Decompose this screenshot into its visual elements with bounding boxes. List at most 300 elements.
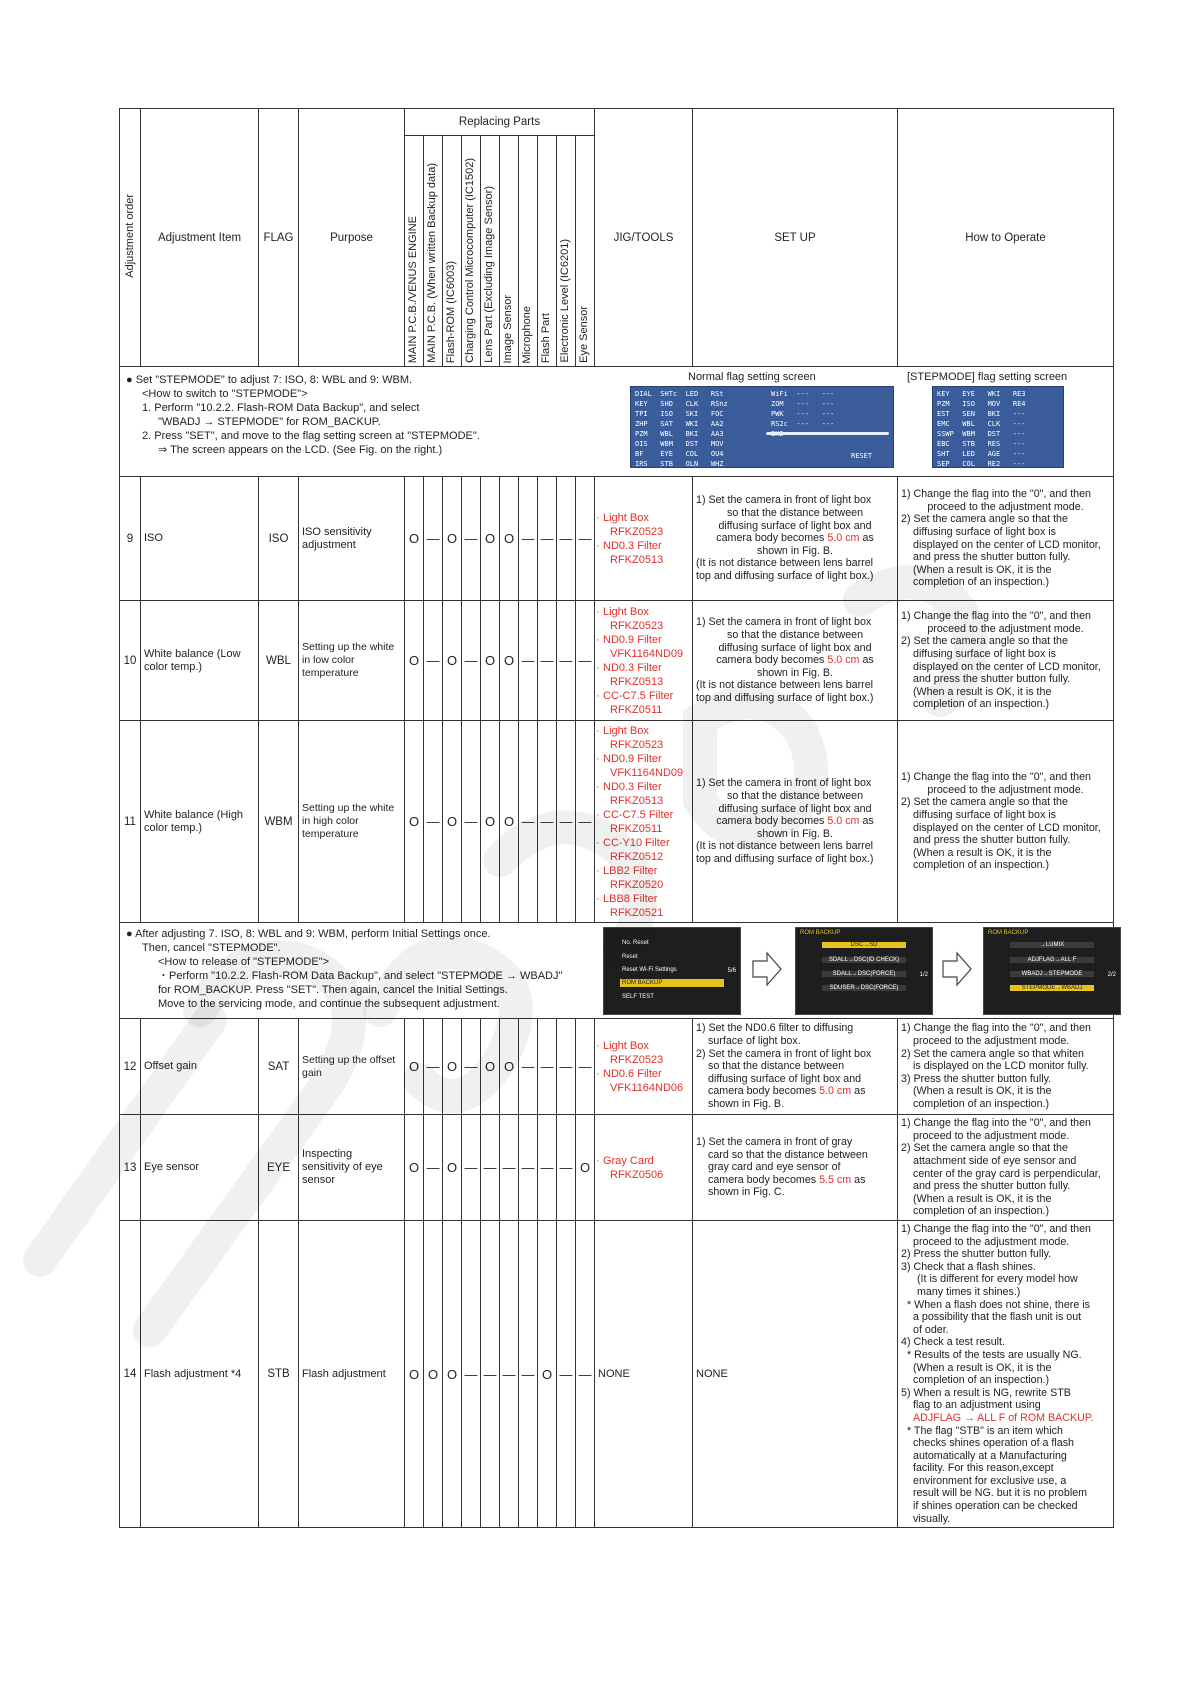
operate-line: completion of an inspection.) xyxy=(913,859,1050,872)
row-order: 12 xyxy=(120,1019,141,1115)
jig-item-name: · Light Box xyxy=(603,1039,690,1053)
part-mark: — xyxy=(519,477,538,601)
jig-item-name: · Gray Card xyxy=(603,1154,690,1168)
note-line: ● Set "STEPMODE" to adjust 7: ISO, 8: WBL and 9: WBM. xyxy=(126,374,413,386)
setup-line: (It is not distance between lens barrel xyxy=(696,557,874,570)
operate-line: 2) Set the camera angle so that the xyxy=(901,635,1068,648)
operate-line: result will be NG. but it is no problem xyxy=(913,1487,1088,1500)
setup-line: top and diffusing surface of light box.) xyxy=(696,691,874,704)
operate-line: center of the gray card is perpendicular, xyxy=(913,1167,1101,1180)
part-mark: O xyxy=(481,1019,500,1115)
part-mark: O xyxy=(481,721,500,923)
operate-line: 1) Change the flag into the "0", and then xyxy=(901,1022,1092,1035)
operate-line: completion of an inspection.) xyxy=(913,698,1050,711)
setup-line: camera body becomes 5.5 cm as xyxy=(708,1173,866,1186)
operate-line: checks shines operation of a flash xyxy=(913,1437,1075,1450)
operate-line: automatically at a Manufacturing xyxy=(913,1449,1067,1462)
part-mark: — xyxy=(538,477,557,601)
part-mark: — xyxy=(557,1019,576,1115)
menu-item: SDALL→DSC(FORCE) xyxy=(822,971,906,977)
normal-flag-list-2: WiFi --- --- ZOM --- --- PWK --- --- RS2c --- --- xyxy=(771,390,835,428)
setup-line: shown in Fig. B. xyxy=(708,1097,785,1110)
part-mark: O xyxy=(481,477,500,601)
operate-line: 5) When a result is NG, rewrite STB xyxy=(901,1386,1071,1399)
jig-item-code: RFKZ0511 xyxy=(610,822,663,835)
part-mark: O xyxy=(443,1019,462,1115)
jig-item-name: · Light Box xyxy=(603,724,690,738)
part-electronic-level: Electronic Level (IC6201) xyxy=(557,136,576,367)
part-mark: — xyxy=(576,477,595,601)
operate-line: diffusing surface of light box is xyxy=(913,808,1056,821)
row-item: Flash adjustment *4 xyxy=(141,1221,259,1528)
setup-line: so that the distance between xyxy=(726,507,864,520)
release-note xyxy=(120,923,1114,1019)
jig-none: NONE xyxy=(595,1221,693,1528)
setup-line: camera body becomes 5.0 cm as xyxy=(716,654,874,667)
part-mark: — xyxy=(519,601,538,721)
part-mark: — xyxy=(557,1221,576,1528)
operate-line: proceed to the adjustment mode. xyxy=(913,1235,1070,1248)
part-mark: — xyxy=(424,1115,443,1221)
setup-line: shown in Fig. B. xyxy=(756,544,834,557)
setup-line: gray card and eye sensor of xyxy=(708,1161,841,1174)
part-mark: — xyxy=(462,1019,481,1115)
row-flag: STB xyxy=(259,1221,299,1528)
jig-item-code: RFKZ0521 xyxy=(610,906,664,919)
operate-line: a possibility that the flash unit is out xyxy=(913,1311,1082,1324)
setup-line: 2) Set the camera in front of light box xyxy=(696,1047,872,1060)
menu-item-selected: DSC→SD xyxy=(822,942,906,948)
operate-line: 2) Set the camera angle so that the xyxy=(901,796,1068,809)
setup-steps xyxy=(693,721,898,923)
stepmode-flag-screen xyxy=(932,386,1064,468)
operate-line: visually. xyxy=(913,1512,951,1525)
setup-none: NONE xyxy=(693,1221,898,1528)
part-mark: — xyxy=(576,601,595,721)
jig-item-code: RFKZ0513 xyxy=(610,553,664,566)
jig-item-name: · CC-C7.5 Filter xyxy=(603,689,690,703)
setup-line: top and diffusing surface of light box.) xyxy=(696,569,874,582)
setup-line: so that the distance between xyxy=(726,790,864,803)
jig-item-code: VFK1164ND09 xyxy=(610,766,684,779)
jig-item-code: RFKZ0523 xyxy=(610,619,664,632)
part-mark: — xyxy=(462,721,481,923)
operate-line: 1) Change the flag into the "0", and then xyxy=(901,771,1092,784)
operate-line: completion of an inspection.) xyxy=(913,576,1050,589)
menu-screen-1 xyxy=(603,927,741,1015)
part-eye-sensor: Eye Sensor xyxy=(576,136,595,367)
operate-line: 4) Check a test result. xyxy=(901,1336,1005,1349)
row-order: 9 xyxy=(120,477,141,601)
setup-line: camera body becomes 5.0 cm as xyxy=(716,815,874,828)
reset-label: RESET xyxy=(851,452,873,460)
screen-divider xyxy=(766,432,889,435)
setup-steps xyxy=(693,1019,898,1115)
stepmode-note-text xyxy=(120,367,652,463)
jig-item-code: RFKZ0523 xyxy=(610,1053,664,1066)
part-mark: O xyxy=(443,721,462,923)
operate-steps xyxy=(898,477,1114,601)
operate-line: ADJFLAG → ALL F of ROM BACKUP. xyxy=(913,1411,1094,1424)
setup-line: camera body becomes 5.0 cm as xyxy=(716,532,874,545)
release-note-text xyxy=(120,923,662,1017)
jig-item-code: RFKZ0506 xyxy=(610,1168,664,1181)
part-flash-rom: Flash-ROM (IC6003) xyxy=(443,136,462,367)
setup-line: top and diffusing surface of light box.) xyxy=(696,852,874,865)
menu-item: SDALL→DSC(ID CHECK) xyxy=(822,957,906,963)
row-purpose: ISO sensitivity adjustment xyxy=(299,477,405,601)
part-mark: O xyxy=(424,1221,443,1528)
part-mark: — xyxy=(538,1115,557,1221)
jig-item-code: RFKZ0513 xyxy=(610,794,664,807)
part-mark: O xyxy=(405,1019,424,1115)
operate-line: (It is different for every model how xyxy=(917,1273,1078,1286)
operate-line: 2) Set the camera angle so that the xyxy=(901,513,1068,526)
stepmode-screen-caption: [STEPMODE] flag setting screen xyxy=(907,371,1068,383)
operate-line: displayed on the center of LCD monitor, xyxy=(913,821,1101,834)
operate-line: 1) Change the flag into the "0", and then xyxy=(901,488,1092,501)
operate-line: * Results of the tests are usually NG. xyxy=(907,1348,1082,1361)
jig-item-name: · ND0.3 Filter xyxy=(603,661,690,675)
operate-line: and press the shutter button fully. xyxy=(913,1180,1071,1193)
jig-item-name: · CC-C7.5 Filter xyxy=(603,808,690,822)
row-purpose: Inspecting sensitivity of eye sensor xyxy=(299,1115,405,1221)
setup-line: so that the distance between xyxy=(726,629,864,642)
note-line: <How to release of "STEPMODE"> xyxy=(158,956,330,968)
menu-item: SDUSER→DSC(FORCE) xyxy=(822,985,906,991)
menu-item: No. Reset xyxy=(622,940,649,946)
note-line: ・Perform "10.2.2. Flash-ROM Data Backup", and select "STEPMODE → WBADJ" xyxy=(158,970,563,982)
row-item: ISO xyxy=(141,477,259,601)
adjustment-table xyxy=(119,108,1114,1528)
operate-line: and press the shutter button fully. xyxy=(913,673,1071,686)
part-mark: O xyxy=(405,477,424,601)
row-purpose: Setting up the white in low color temperature xyxy=(299,601,405,721)
setup-line: surface of light box. xyxy=(708,1035,801,1048)
normal-flag-list: DIAL SHTc LED RSt KEY SHD CLK RSnz TPI ISO SKI FOC ZHP SAT WKI AA2 PZM WBL BKI AA3 OIS WBM DST MOV BF EYE COL OU4 IRS STB OLN WHZ xyxy=(635,390,728,468)
part-mark: O xyxy=(443,1221,462,1528)
operate-line: of oder. xyxy=(913,1323,949,1336)
part-mark: — xyxy=(424,601,443,721)
operate-line: completion of an inspection.) xyxy=(913,1097,1050,1110)
note-line: "WBADJ → STEPMODE" for ROM_BACKUP. xyxy=(158,416,381,428)
operate-line: completion of an inspection.) xyxy=(913,1205,1050,1218)
setup-line: shown in Fig. B. xyxy=(756,827,834,840)
operate-line: environment for exclusive use, a xyxy=(913,1474,1067,1487)
note-line: ⇒ The screen appears on the LCD. (See Fig. on the right.) xyxy=(158,444,443,456)
jig-item-name: · LBB2 Filter xyxy=(603,864,690,878)
page-indicator: 1/2 xyxy=(919,972,928,978)
operate-line: diffusing surface of light box is xyxy=(913,647,1056,660)
part-mark: O xyxy=(538,1221,557,1528)
part-mark: O xyxy=(500,601,519,721)
setup-steps xyxy=(693,601,898,721)
part-mark: — xyxy=(519,1221,538,1528)
header-jig-tools: JIG/TOOLS xyxy=(595,109,693,367)
operate-line: proceed to the adjustment mode. xyxy=(913,1035,1070,1048)
part-mark: — xyxy=(424,1019,443,1115)
jig-item-code: RFKZ0523 xyxy=(610,738,664,751)
jig-item-code: RFKZ0512 xyxy=(610,850,664,863)
menu-item: →LUMIX xyxy=(1010,942,1094,948)
row-item: White balance (High color temp.) xyxy=(141,721,259,923)
note-line: for ROM_BACKUP. Press "SET". Then again, cancel the Initial Settings. xyxy=(158,984,508,996)
row-order: 13 xyxy=(120,1115,141,1221)
operate-line: diffusing surface of light box is xyxy=(913,525,1056,538)
setup-line: 1) Set the ND0.6 filter to diffusing xyxy=(696,1022,854,1035)
menu-screen-2 xyxy=(795,927,933,1015)
page-indicator: 2/2 xyxy=(1107,972,1116,978)
row-order: 10 xyxy=(120,601,141,721)
operate-line: (When a result is OK, it is the xyxy=(913,1192,1052,1205)
table-row xyxy=(120,1115,1114,1221)
part-mark: — xyxy=(462,1221,481,1528)
setup-line: 1) Set the camera in front of light box xyxy=(696,494,872,507)
menu-item: SELF TEST xyxy=(622,994,654,1000)
row-order: 11 xyxy=(120,721,141,923)
operate-steps xyxy=(898,1221,1114,1528)
note-line: 1. Perform "10.2.2. Flash-ROM Data Backup", and select xyxy=(142,402,420,414)
header-set-up: SET UP xyxy=(693,109,898,367)
part-main-pcb: MAIN P.C.B./VENUS ENGINE xyxy=(405,136,424,367)
part-mark: — xyxy=(538,601,557,721)
jig-item-name: · ND0.9 Filter xyxy=(603,633,690,647)
row-item: White balance (Low color temp.) xyxy=(141,601,259,721)
part-mark: — xyxy=(576,1221,595,1528)
note-line: 2. Press "SET", and move to the flag setting screen at "STEPMODE". xyxy=(142,430,480,442)
header-purpose: Purpose xyxy=(299,109,405,367)
header-adjustment-item: Adjustment Item xyxy=(141,109,259,367)
setup-steps xyxy=(693,477,898,601)
setup-line: (It is not distance between lens barrel xyxy=(696,679,874,692)
operate-line: (When a result is OK, it is the xyxy=(913,1361,1052,1374)
part-mark: O xyxy=(500,477,519,601)
part-mark: O xyxy=(405,721,424,923)
part-mark: — xyxy=(462,477,481,601)
setup-line: shown in Fig. B. xyxy=(756,666,834,679)
note-line: Then, cancel "STEPMODE". xyxy=(142,942,281,954)
part-mark: — xyxy=(424,477,443,601)
part-mark: — xyxy=(481,1221,500,1528)
table-row xyxy=(120,1019,1114,1115)
jig-item-name: · LBB8 Filter xyxy=(603,892,690,906)
operate-line: completion of an inspection.) xyxy=(913,1374,1050,1387)
operate-line: proceed to the adjustment mode. xyxy=(927,500,1084,513)
note-line: ● After adjusting 7. ISO, 8: WBL and 9: WBM, perform Initial Settings once. xyxy=(126,928,491,940)
part-mark: O xyxy=(443,601,462,721)
menu-title: ROM BACKUP xyxy=(800,930,841,936)
part-mark: O xyxy=(405,1221,424,1528)
operate-line: displayed on the center of LCD monitor, xyxy=(913,660,1101,673)
normal-screen-caption: Normal flag setting screen xyxy=(688,371,816,383)
operate-steps xyxy=(898,1115,1114,1221)
part-mark: O xyxy=(443,1115,462,1221)
row-flag: WBM xyxy=(259,721,299,923)
operate-line: 2) Press the shutter button fully. xyxy=(901,1248,1052,1261)
row-purpose: Flash adjustment xyxy=(299,1221,405,1528)
part-flash: Flash Part xyxy=(538,136,557,367)
setup-line: so that the distance between xyxy=(708,1060,845,1073)
header-adjustment-order: Adjustment order xyxy=(120,109,141,367)
part-mark: — xyxy=(557,477,576,601)
row-purpose: Setting up the offset gain xyxy=(299,1019,405,1115)
operate-line: * When a flash does not shine, there is xyxy=(907,1298,1090,1311)
operate-line: displayed on the center of LCD monitor, xyxy=(913,538,1101,551)
jig-item-name: · ND0.3 Filter xyxy=(603,780,690,794)
menu-screen-3 xyxy=(983,927,1121,1015)
setup-line: 1) Set the camera in front of light box xyxy=(696,616,872,629)
operate-line: flag to an adjustment using xyxy=(913,1399,1041,1412)
part-mark: — xyxy=(538,721,557,923)
operate-line: * The flag "STB" is an item which xyxy=(907,1424,1063,1437)
row-item: Eye sensor xyxy=(141,1115,259,1221)
setup-line: 1) Set the camera in front of gray xyxy=(696,1136,853,1149)
part-mark: — xyxy=(500,1221,519,1528)
setup-line: camera body becomes 5.0 cm as xyxy=(708,1085,866,1098)
operate-steps xyxy=(898,1019,1114,1115)
operate-line: 1) Change the flag into the "0", and then xyxy=(901,1117,1092,1130)
arrow-right-icon xyxy=(751,951,783,987)
part-mark: — xyxy=(557,1115,576,1221)
menu-item: Reset Wi-Fi Settings xyxy=(622,967,677,973)
part-mark: — xyxy=(576,721,595,923)
part-mark: — xyxy=(519,1115,538,1221)
menu-item-selected: STEPMODE→WBADJ xyxy=(1010,985,1094,991)
operate-line: proceed to the adjustment mode. xyxy=(913,1129,1070,1142)
menu-item: Reset xyxy=(622,954,638,960)
setup-line: diffusing surface of light box and xyxy=(718,519,872,532)
operate-line: 3) Check that a flash shines. xyxy=(901,1260,1036,1273)
stepmode-flag-list: KEY EYE WKI RE3 PZM ISO MOV RE4 EST SEN BKI --- EMC WBL CLK --- SSWP WBM DST --- EBC STB RES --- SHT LED AGE --- SEP COL RE2 --- xyxy=(937,390,1026,468)
jig-item-code: RFKZ0523 xyxy=(610,525,664,538)
table-row xyxy=(120,601,1114,721)
operate-line: (When a result is OK, it is the xyxy=(913,685,1052,698)
part-mark: O xyxy=(576,1115,595,1221)
jig-item-name: · CC-Y10 Filter xyxy=(603,836,690,850)
table-row xyxy=(120,477,1114,601)
part-mark: — xyxy=(500,1115,519,1221)
setup-line: card so that the distance between xyxy=(708,1148,868,1161)
row-flag: EYE xyxy=(259,1115,299,1221)
setup-line: diffusing surface of light box and xyxy=(718,641,872,654)
jig-item-name: · Light Box xyxy=(603,605,690,619)
part-mark: O xyxy=(405,1115,424,1221)
note-line: <How to switch to "STEPMODE"> xyxy=(142,388,308,400)
row-flag: WBL xyxy=(259,601,299,721)
part-charging-control: Charging Control Microcomputer (IC1502) xyxy=(462,136,481,367)
menu-item: ADJFLAG→ALL F xyxy=(1010,957,1094,963)
row-flag: SAT xyxy=(259,1019,299,1115)
jig-item-name: · ND0.6 Filter xyxy=(603,1067,690,1081)
operate-line: and press the shutter button fully. xyxy=(913,834,1071,847)
table-row xyxy=(120,1221,1114,1528)
jig-item-name: · Light Box xyxy=(603,511,690,525)
jig-list xyxy=(595,601,693,721)
arrow-right-icon xyxy=(941,951,973,987)
operate-line: is displayed on the LCD monitor fully. xyxy=(913,1060,1089,1073)
operate-line: 3) Press the shutter button fully. xyxy=(901,1072,1052,1085)
operate-line: if shines operation can be checked xyxy=(913,1500,1078,1513)
part-mark: O xyxy=(500,721,519,923)
operate-line: proceed to the adjustment mode. xyxy=(927,783,1084,796)
stepmode-note xyxy=(120,367,1114,477)
operate-line: attachment side of eye sensor and xyxy=(913,1154,1077,1167)
part-mark: — xyxy=(557,601,576,721)
menu-item-selected: ROM BACKUP xyxy=(620,979,724,987)
operate-line: (When a result is OK, it is the xyxy=(913,1085,1052,1098)
row-flag: ISO xyxy=(259,477,299,601)
operate-line: 2) Set the camera angle so that whiten xyxy=(901,1047,1084,1060)
operate-line: (When a result is OK, it is the xyxy=(913,563,1052,576)
menu-title: ROM BACKUP xyxy=(988,930,1029,936)
operate-steps xyxy=(898,601,1114,721)
jig-item-code: RFKZ0520 xyxy=(610,878,664,891)
operate-steps xyxy=(898,721,1114,923)
operate-line: and press the shutter button fully. xyxy=(913,551,1071,564)
header-how-to-operate: How to Operate xyxy=(898,109,1114,367)
part-mark: O xyxy=(500,1019,519,1115)
part-mark: O xyxy=(443,477,462,601)
part-lens: Lens Part (Excluding Image Sensor) xyxy=(481,136,500,367)
header-replacing-parts: Replacing Parts xyxy=(405,109,595,136)
part-mark: — xyxy=(519,721,538,923)
table-row xyxy=(120,721,1114,923)
jig-list xyxy=(595,1019,693,1115)
part-mark: — xyxy=(576,1019,595,1115)
jig-item-name: · ND0.9 Filter xyxy=(603,752,690,766)
part-mark: — xyxy=(519,1019,538,1115)
setup-line: shown in Fig. C. xyxy=(708,1186,785,1199)
operate-line: 2) Set the camera angle so that the xyxy=(901,1142,1068,1155)
operate-line: (When a result is OK, it is the xyxy=(913,846,1052,859)
part-mark: — xyxy=(557,721,576,923)
row-item: Offset gain xyxy=(141,1019,259,1115)
part-microphone: Microphone xyxy=(519,136,538,367)
jig-list xyxy=(595,477,693,601)
jig-item-code: RFKZ0511 xyxy=(610,703,663,716)
jig-item-code: RFKZ0513 xyxy=(610,675,664,688)
menu-item: WBADJ→STEPMODE xyxy=(1010,971,1094,977)
part-image-sensor: Image Sensor xyxy=(500,136,519,367)
part-mark: — xyxy=(538,1019,557,1115)
setup-line: (It is not distance between lens barrel xyxy=(696,840,874,853)
jig-list xyxy=(595,1115,693,1221)
operate-line: 1) Change the flag into the "0", and then xyxy=(901,610,1092,623)
jig-item-code: VFK1164ND06 xyxy=(610,1081,684,1094)
jig-item-name: · ND0.3 Filter xyxy=(603,539,690,553)
jig-item-code: VFK1164ND09 xyxy=(610,647,684,660)
note-line: Move to the servicing mode, and continue the subsequent adjustment. xyxy=(158,998,500,1010)
row-order: 14 xyxy=(120,1221,141,1528)
row-purpose: Setting up the white in high color temperature xyxy=(299,721,405,923)
page-indicator: 5/6 xyxy=(727,968,736,974)
operate-line: 1) Change the flag into the "0", and then xyxy=(901,1223,1092,1235)
part-main-pcb-backup: MAIN P.C.B. (When written Backup data) xyxy=(424,136,443,367)
header-flag: FLAG xyxy=(259,109,299,367)
normal-flag-screen xyxy=(630,386,894,468)
setup-line: 1) Set the camera in front of light box xyxy=(696,777,872,790)
setup-line: diffusing surface of light box and xyxy=(708,1072,862,1085)
operate-line: proceed to the adjustment mode. xyxy=(927,622,1084,635)
jig-list xyxy=(595,721,693,923)
operate-line: many times it shines.) xyxy=(917,1285,1021,1298)
part-mark: — xyxy=(462,601,481,721)
operate-line: facility. For this reason,except xyxy=(913,1462,1054,1475)
part-mark: — xyxy=(462,1115,481,1221)
part-mark: O xyxy=(481,601,500,721)
part-mark: O xyxy=(405,601,424,721)
part-mark: — xyxy=(424,721,443,923)
